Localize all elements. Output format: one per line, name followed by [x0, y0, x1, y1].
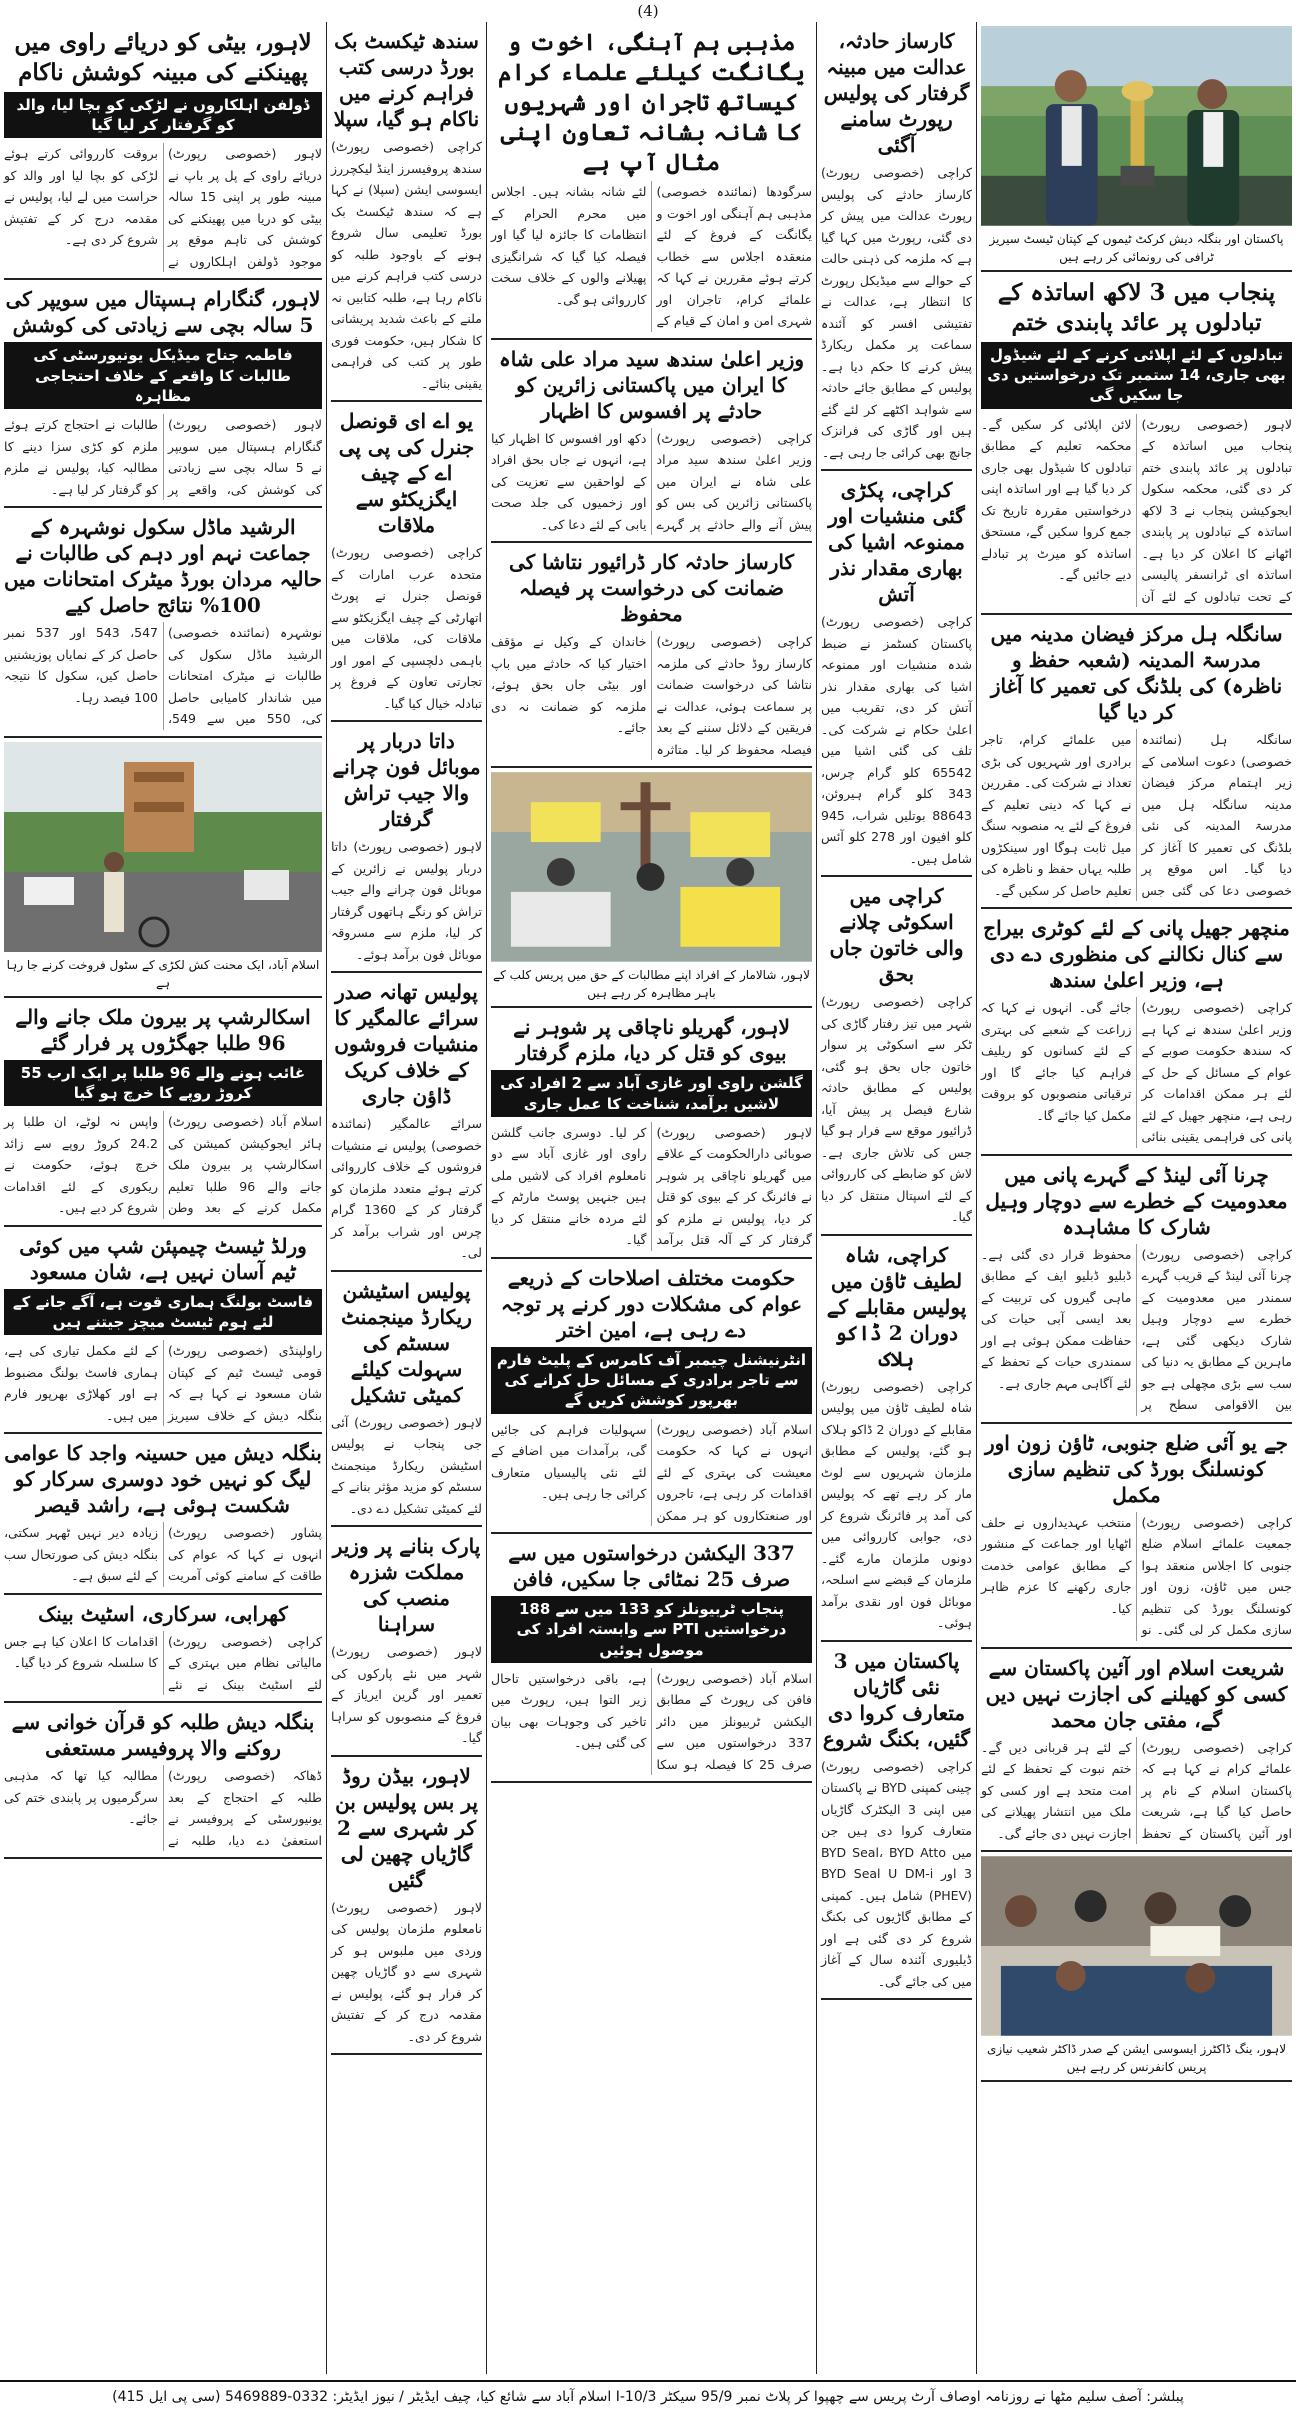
article-body: کراچی (خصوصی رپورٹ) مالیاتی نظام میں بہتری کے لئے اسٹیٹ بینک نے نئے اقدامات کا اعلان کیا ہے جس کا سلسلہ شروع کر دیا گیا۔ — [4, 1633, 322, 1692]
story-police-encounter — [821, 1236, 972, 1642]
article-body: لاہور (خصوصی رپورٹ) آئی جی پنجاب نے پولیس اسٹیشن ریکارڈ مینجمنٹ سسٹم کو مزید مؤثر بنانے کے لئے کمیٹی تشکیل دے دی۔ — [331, 1414, 482, 1516]
article-body: کراچی (خصوصی رپورٹ) پاکستان کسٹمز نے ضبط شدہ منشیات اور ممنوعہ اشیا کی بھاری مقدار نذر آتش کر دی، تقریب میں اعلیٰ حکام نے شرکت کی۔ تلف کی گئی اشیا میں 65542 کلو گرام چرس، 343 کلو گرام ہیروئن، 88643 بوتلیں شراب، 945 کلو افیون اور 278 کلو آئس شامل ہیں۔ — [821, 614, 972, 866]
subheadline: ڈولفن اہلکاروں نے لڑکی کو بچا لیا، والد کو گرفتار کر لیا گیا — [4, 92, 322, 139]
story-karsaz-police-report — [821, 22, 972, 471]
article-body: لاہور (خصوصی رپورٹ) گنگارام ہسپتال میں سویپر نے 5 سالہ بچی سے زیادتی کی کوشش کی، واقعے پر طالبات نے احتجاج کرتے ہوئے ملزم کو کڑی سزا دینے کا مطالبہ کیا، پولیس نے ملزم کو گرفتار کر لیا ہے۔ — [4, 417, 322, 497]
story-data-darbar-thief — [331, 722, 482, 973]
page-number: (4) — [637, 2, 659, 20]
headline: منچھر جھیل پانی کے لئے کوٹری بیراج سے کنال نکالنے کی منظوری دے دی ہے، وزیر اعلیٰ سندھ — [983, 916, 1290, 993]
headline: الرشید ماڈل سکول نوشہرہ کے جماعت نہم اور دہم کی طالبات نے حالیہ مردان بورڈ میٹرک امتحانات میں 100% نتائج حاصل کیے — [4, 515, 322, 618]
story-sarai-alamgir — [331, 973, 482, 1272]
publisher-imprint: پبلشر: آصف سلیم مٹھا نے روزنامہ اوصاف آرٹ پریس سے چھپوا کر پلاٹ نمبر 95/9 سیکٹر 10/3-I اسلام آباد سے شائع کیا، چیف ایڈیٹر / نیوز ایڈیٹر: 0332-5469889 (سی پی ایل 415) — [0, 2380, 1296, 2414]
subheadline: فاسٹ بولنگ ہماری قوت ہے، آگے جانے کے لئے ہوم ٹیسٹ میچز جیتنے ہیں — [4, 1289, 322, 1336]
headline: کراچی، پکڑی گئی منشیات اور ممنوعہ اشیا کی بھاری مقدار نذر آتش — [828, 478, 965, 606]
article-body: لاہور (خصوصی رپورٹ) شہر میں نئے پارکوں کی تعمیر اور گرین ایریاز کے فروغ کے منصوبوں کو سراہا گیا۔ — [331, 1644, 482, 1745]
headline: لاہور، بیڈن روڈ پر بس پولیس بن کر شہری سے 2 گاڑیاں چھین لی گئیں — [335, 1763, 478, 1892]
headline: سانگلہ ہل مرکز فیضان مدینہ میں مدرسۃ المدینہ (شعبہ حفظ و ناظرہ) کی بلڈنگ کی تعمیر کا آغاز کر دیا گیا — [990, 622, 1283, 725]
headline: لاہور، گنگارام ہسپتال میں سویپر کی 5 سالہ بچی سے زیادتی کی کوشش — [5, 287, 321, 338]
headline: یو اے ای قونصل جنرل کی پی پی اے کے چیف ایگزیکٹو سے ملاقات — [338, 409, 475, 537]
story-state-bank — [4, 1595, 322, 1704]
story-byd-cars — [821, 1642, 972, 2001]
article-body: لاہور (خصوصی رپورٹ) پنجاب میں اساتذہ کے تبادلوں پر عائد پابندی ختم کر دی گئی، محکمہ سکول ایجوکیشن پنجاب نے 3 لاکھ اساتذہ کے تبادلوں پر پابندی اٹھانے کا اعلان کر دیا ہے۔ اساتذہ ای ٹرانسفر پالیسی کے تحت تبادلوں کے لئے آن لائن اپلائی کر سکیں گے۔ محکمہ تعلیم کے مطابق تبادلوں کا شیڈول بھی جاری کر دیا گیا ہے اور اساتذہ اپنی درخواستیں مقررہ تاریخ تک جمع کروا سکیں گے، مستحق اساتذہ کو میرٹ پر تبادلے دیے جائیں گے۔ — [981, 416, 1292, 604]
article-body: لاہور (خصوصی رپورٹ) نامعلوم ملزمان پولیس کی وردی میں ملبوس ہو کر شہری سے دو گاڑیاں چھین کر فرار ہو گئے، پولیس نے مقدمہ درج کر کے تفتیش شروع کر دی۔ — [331, 1899, 482, 2044]
headline: حکومت مختلف اصلاحات کے ذریعے عوام کی مشکلات دور کرنے پر توجہ دے رہی ہے، امین اختر — [500, 1265, 803, 1342]
article-body: کراچی (خصوصی رپورٹ) کارساز حادثے کی پولیس رپورٹ عدالت میں پیش کر دی گئی، رپورٹ میں کہا گیا ہے کہ ملزمہ کی ذہنی حالت کے حوالے سے میڈیکل رپورٹ کا انتظار ہے، عدالت نے تفتیشی افسر کو آئندہ سماعت پر مکمل ریکارڈ پیش کرنے کا حکم دیا ہے۔ پولیس کے مطابق جائے حادثہ سے شواہد اکٹھے کر لئے گئے ہیں اور گاڑی کی فرانزک جانچ بھی کرائی جا رہی ہے۔ — [821, 165, 972, 460]
article-body: لاہور (خصوصی رپورٹ) داتا دربار پولیس نے زائرین کے موبائل فون چرانے والے جیب تراش کو رنگے ہاتھوں گرفتار کر لیا، ملزم سے مسروقہ موبائل فون برآمد ہوئے۔ — [331, 839, 482, 962]
article-body: کراچی (خصوصی رپورٹ) شہر میں تیز رفتار گاڑی کی ٹکر سے اسکوٹی پر سوار خاتون جاں بحق ہو گئی، پولیس کے مطابق حادثہ شارع فیصل پر پیش آیا، ڈرائیور موقع سے فرار ہو گیا جس کی تلاش جاری ہے۔ لاش کو ضابطے کی کارروائی کے لئے اسپتال منتقل کر دیا گیا۔ — [821, 994, 972, 1224]
article-body: کراچی (خصوصی رپورٹ) علمائے کرام نے کہا ہے کہ پاکستان اسلام کے نام پر حاصل کیا گیا ہے، شریعت اور آئین پاکستان کے تحفظ کے لئے ہر قربانی دیں گے۔ ختم نبوت کے تحفظ کے لئے امت متحد ہے اور کسی کو ملک میں انتشار پھیلانے کی اجازت نہیں دی جائے گی۔ — [981, 1739, 1292, 1841]
subheadline: گلشن راوی اور غازی آباد سے 2 افراد کی لاشیں برآمد، شناخت کا عمل جاری — [491, 1070, 812, 1117]
article-body: راولپنڈی (خصوصی رپورٹ) قومی ٹیسٹ ٹیم کے کپتان شان مسعود نے کہا ہے کہ بنگلہ دیش کے خلاف سیریز کے لئے مکمل تیاری کی ہے، ہماری فاسٹ بولنگ مضبوط ہے اور کھلاڑی بھرپور فارم میں ہیں۔ — [4, 1343, 322, 1423]
story-park — [331, 1527, 482, 1757]
story-police-records — [331, 1272, 482, 1528]
article-body: کراچی (خصوصی رپورٹ) شاہ لطیف ٹاؤن میں پولیس مقابلے کے دوران 2 ڈاکو ہلاک ہو گئے، پولیس کے مطابق ملزمان شہریوں سے لوٹ مار کر رہے تھے کہ پولیس کی آمد پر فائرنگ شروع کر دی، جوابی کارروائی میں دونوں ملزمان مارے گئے۔ ملزمان کے قبضے سے اسلحہ، موبائل فون اور نقدی برآمد ہوئی۔ — [821, 1378, 972, 1630]
headline: چرنا آئی لینڈ کے گہرے پانی میں معدومیت کے خطرے سے دوچار وہیل شارک کا مشاہدہ — [985, 1162, 1288, 1239]
headline: پنجاب میں 3 لاکھ اساتذہ کے تبادلوں پر عائد پابندی ختم — [997, 279, 1276, 336]
article-body: سانگلہ ہل (نمائندہ خصوصی) دعوت اسلامی کے زیر اہتمام مرکز فیضان مدینہ سانگلہ ہل میں مدرسۃ المدینہ کی نئی بلڈنگ کی تعمیر کا آغاز کر دیا گیا۔ اس موقع پر خصوصی دعا کی گئی جس میں علمائے کرام، تاجر برادری اور شہریوں کی بڑی تعداد نے شرکت کی۔ مقررین نے کہا کہ دینی تعلیم کے فروغ کے لئے یہ منصوبہ سنگ میل ثابت ہوگا اور سینکڑوں طلبہ یہاں حفظ و ناظرہ کی تعلیم حاصل کر سکیں گے۔ — [981, 732, 1292, 898]
headline: کراچی، شاہ لطیف ٹاؤن میں پولیس مقابلے کے دوران 2 ڈاکو ہلاک — [826, 1242, 967, 1371]
subheadline: فاطمہ جناح میڈیکل یونیورسٹی کی طالبات کا واقعے کے خلاف احتجاجی مظاہرہ — [4, 342, 322, 409]
story-bangladesh-professor — [4, 1703, 322, 1859]
story-drugs-burnt — [821, 471, 972, 877]
subheadline: انٹرنیشنل چیمبر آف کامرس کے پلیٹ فارم سے تاجر برادری کے مسائل حل کرانے کی بھرپور کوشش کریں گے — [491, 1347, 812, 1414]
article-body: کراچی (خصوصی رپورٹ) کارساز روڈ حادثے کی ملزمہ نتاشا کی درخواست ضمانت پر سماعت ہوئی، عدالت نے فریقین کے دلائل سننے کے بعد فیصلہ محفوظ کر لیا۔ متاثرہ خاندان کے وکیل نے مؤقف اختیار کیا کہ حادثے میں باپ اور بیٹی جاں بحق ہوئے، ملزمہ کو ضمانت نہ دی جائے۔ — [491, 634, 812, 757]
headline: سندھ ٹیکسٹ بک بورڈ درسی کتب فراہم کرنے میں ناکام ہو گیا، سپلا — [333, 29, 480, 131]
headline: پولیس تھانہ صدر سرائے عالمگیر کا منشیات فروشوں کے خلاف کریک ڈاؤن جاری — [334, 980, 479, 1108]
story-gangaram-hospital — [4, 280, 322, 508]
column-3 — [486, 22, 816, 2374]
protest-photo — [491, 772, 812, 962]
story-karsaz-bail — [491, 543, 812, 768]
article-body: کراچی (خصوصی رپورٹ) سندھ پروفیسرز اینڈ لیکچررز ایسوسی ایشن (سپلا) نے کہا ہے کہ سندھ ٹیکسٹ بک بورڈ تعلیمی سال شروع ہونے کے باوجود طلبہ کو درسی کتب فراہم کرنے میں ناکام رہا ہے، طلبہ کتابیں نہ ملنے کے باعث شدید پریشانی کا شکار ہیں، حکومت فوری طور پر کتب کی فراہمی یقینی بنائے۔ — [331, 139, 482, 391]
story-teacher-transfers — [981, 272, 1292, 615]
story-shan-masood — [4, 1227, 322, 1435]
subheadline: تبادلوں کے لئے اپلائی کرنے کے لئے شیڈول بھی جاری، 14 ستمبر تک درخواستیں دی جا سکیں گی — [981, 342, 1292, 409]
headline: بنگلہ دیش طلبہ کو قرآن خوانی سے روکنے والا پروفیسر مستعفی — [11, 1710, 315, 1761]
story-domestic-murder — [491, 1008, 812, 1259]
headline: لاہور، گھریلو ناچاقی پر شوہر نے بیوی کو قتل کر دیا، ملزم گرفتار — [513, 1015, 790, 1066]
column-5 — [0, 22, 326, 2374]
headline: لاہور، بیٹی کو دریائے راوی میں پھینکنے کی مبینہ کوشش ناکام — [14, 29, 312, 86]
article-body: کراچی (خصوصی رپورٹ) وزیر اعلیٰ سندھ نے کہا ہے کہ سندھ حکومت صوبے کے عوام کے مسائل کے حل کے لئے ہر ممکن اقدامات کر رہی ہے، منچھر جھیل کے لئے پانی کی فراہمی یقینی بنائی جائے گی۔ انہوں نے کہا کہ زراعت کے شعبے کی بہتری کے لئے کسانوں کو ریلیف فراہم کیا جائے گا اور ترقیاتی منصوبوں کو بروقت مکمل کیا جائے گا۔ — [981, 1000, 1292, 1145]
article-body: پشاور (خصوصی رپورٹ) انہوں نے کہا کہ عوام کی طاقت کے سامنے کوئی آمریت زیادہ دیر نہیں ٹھہر سکتی، بنگلہ دیش کی صورتحال سب کے لئے سبق ہے۔ — [4, 1525, 322, 1584]
story-religious-harmony — [491, 22, 812, 340]
story-sindh-cm-manchhar — [981, 909, 1292, 1156]
headline: پارک بنانے پر وزیر مملکت شزرہ منصب کی سراہنا — [332, 1534, 481, 1636]
article-body: نوشہرہ (نمائندہ خصوصی) الرشید ماڈل سکول کی طالبات نے میٹرک امتحانات میں شاندار کامیابی حاصل کی، 550 میں سے 549، 547، 543 اور 537 نمبر حاصل کر کے نمایاں پوزیشنیں حاصل کیں، سکول کا نتیجہ 100 فیصد رہا۔ — [4, 625, 322, 727]
headline: اسکالرشپ پر بیرون ملک جانے والے 96 طلبا جھگڑوں پر فرار گئے — [15, 1004, 311, 1055]
story-al-rasheed-school — [4, 508, 322, 738]
headline: پاکستان میں 3 نئی گاڑیاں متعارف کروا دی گئیں، بکنگ شروع — [822, 1648, 971, 1751]
subheadline: غائب ہونے والے 96 طلبا پر ایک ارب 55 کروڑ روپے کا خرچ ہو گیا — [4, 1060, 322, 1107]
subheadline: پنجاب ٹربیونلز کو 133 میں سے 188 درخواستیں PTI سے وابستہ افراد کی موصول ہوئیں — [491, 1596, 812, 1663]
headline: بنگلہ دیش میں حسینہ واجد کا عوامی لیگ کو نہیں خود دوسری سرکار کو شکست ہوئی ہے، راشد قیصر — [4, 1441, 322, 1518]
headline: شریعت اسلام اور آئین پاکستان سے کسی کو کھیلنے کی اجازت نہیں دیں گے، مفتی جان محمد — [985, 1655, 1288, 1732]
headline: ورلڈ ٹیسٹ چیمپئن شپ میں کوئی ٹیم آسان نہیں ہے، شان مسعود — [19, 1233, 307, 1284]
article-body: اسلام آباد (خصوصی رپورٹ) ہائر ایجوکیشن کمیشن کی اسکالرشپ پر بیرون ملک جانے والے 96 طلبا تعلیم مکمل کرنے کے بعد وطن واپس نہ لوٹے، ان طلبا پر 24.2 کروڑ روپے سے زائد خرچ ہوئے، حکومت نے ریکوری کے لئے اقدامات شروع کر دیے ہیں۔ — [4, 1114, 322, 1216]
article-body: کراچی (خصوصی رپورٹ) چرنا آئی لینڈ کے قریب گہرے سمندر میں معدومیت کے خطرے سے دوچار وہیل شارک دیکھی گئی ہے، ماہرین کے مطابق یہ دنیا کی سب سے بڑی مچھلی ہے جو بین الاقوامی سطح پر محفوظ قرار دی گئی ہے۔ ڈبلیو ڈبلیو ایف کے مطابق ماہی گیروں کی تربیت کے بعد ایسی آبی حیات کی حفاظت ممکن ہوئی ہے اور سمندری حیات کے تحفظ کے لئے آگاہی مہم جاری ہے۔ — [981, 1246, 1292, 1413]
article-body: کراچی (خصوصی رپورٹ) جمعیت علمائے اسلام ضلع جنوبی کا اجلاس منعقد ہوا جس میں ٹاؤن، زون اور کونسلنگ بورڈ کی تنظیم سازی مکمل کر لی گئی۔ نو منتخب عہدیداروں نے حلف اٹھایا اور جماعت کے منشور کے مطابق عوامی خدمت جاری رکھنے کا عزم ظاہر کیا۔ — [981, 1514, 1292, 1638]
article-body: لاہور (خصوصی رپورٹ) دریائے راوی کے پل پر باپ نے مبینہ طور پر اپنی 15 سالہ بیٹی کو دریا میں پھینکنے کی کوشش کی تاہم موقع پر موجود ڈولفن اہلکاروں نے بروقت کارروائی کرتے ہوئے لڑکی کو بچا لیا اور والد کو حراست میں لے لیا، پولیس نے مقدمہ درج کر کے تفتیش شروع کر دی ہے۔ — [4, 146, 322, 269]
story-jui-organization — [981, 1424, 1292, 1649]
photo-caption: لاہور، شالامار کے افراد اپنے مطالبات کے حق میں پریس کلب کے باہر مظاہرہ کر رہے ہیں — [491, 962, 812, 1008]
headline: 337 الیکشن درخواستوں میں سے صرف 25 نمٹائی جا سکیں، فافن — [508, 1541, 795, 1592]
cricket-captains-photo — [981, 26, 1292, 226]
headline: جے یو آئی ضلع جنوبی، ٹاؤن زون اور کونسلنگ بورڈ کی تنظیم سازی مکمل — [984, 1430, 1289, 1507]
column-4 — [326, 22, 486, 2374]
article-body: اسلام آباد (خصوصی رپورٹ) فافن کی رپورٹ کے مطابق الیکشن ٹربیونلز میں دائر 337 درخواستوں میں سے صرف 25 کا فیصلہ ہو سکا ہے، باقی درخواستیں تاحال زیر التوا ہیں، رپورٹ میں تاخیر کی وجوہات بھی بیان کی گئی ہیں۔ — [491, 1670, 812, 1772]
headline: کھرابی، سرکاری، اسٹیٹ بینک — [38, 1601, 288, 1626]
labourer-photo — [4, 742, 322, 952]
article-body: کراچی (خصوصی رپورٹ) چینی کمپنی BYD نے پاکستان میں اپنی 3 الیکٹرک گاڑیاں متعارف کروا دی ہیں جن میں BYD Seal، BYD Atto 3 اور BYD Seal U DM-i (PHEV) شامل ہیں۔ کمپنی کے مطابق گاڑیوں کی بکنگ شروع کر دی گئی ہے اور ڈیلیوری آئندہ سال کے آغاز میں کی جائے گی۔ — [821, 1758, 972, 1989]
story-ravi-river — [4, 22, 322, 280]
column-2 — [816, 22, 976, 2374]
story-scooty-woman — [821, 877, 972, 1236]
article-body: اسلام آباد (خصوصی رپورٹ) انہوں نے کہا کہ حکومت معیشت کی بہتری کے لئے اقدامات کر رہی ہے، تاجروں اور صنعتکاروں کو ہر ممکن سہولیات فراہم کی جائیں گی، برآمدات میں اضافے کے لئے نئی پالیسیاں متعارف کرائی جا رہی ہیں۔ — [491, 1421, 812, 1523]
column-1 — [976, 22, 1296, 2374]
story-whale-shark — [981, 1156, 1292, 1424]
story-iran-pilgrims — [491, 340, 812, 544]
article-body: کراچی (خصوصی رپورٹ) متحدہ عرب امارات کے قونصل جنرل نے پورٹ اتھارٹی کے چیف ایگزیکٹو سے ملاقات کی، ملاقات میں باہمی دلچسپی کے امور اور تجارتی تعاون کے فروغ پر تبادلہ خیال کیا گیا۔ — [331, 545, 482, 711]
photo-caption: اسلام آباد، ایک محنت کش لکڑی کے سٹول فروخت کرنے جا رہا ہے — [4, 952, 322, 998]
story-sangla-hill-madrasa — [981, 615, 1292, 909]
headline: پولیس اسٹیشن ریکارڈ مینجمنٹ سسٹم کی سہولت کیلئے کمیٹی تشکیل — [341, 1278, 472, 1407]
headline: مذہبی ہم آہنگی، اخوت و یگانگت کیلئے علماء کرام کیساتھ تاجران اور شہریوں کا شانہ بشانہ تعاون اپنی مثال آپ ہے — [497, 29, 806, 176]
article-body: ڈھاکہ (خصوصی رپورٹ) طلبہ کے احتجاج کے بعد یونیورسٹی کے پروفیسر نے استعفیٰ دے دیا، طلبہ نے مطالبہ کیا تھا کہ مذہبی سرگرمیوں پر پابندی ختم کی جائے۔ — [4, 1768, 322, 1848]
story-fake-police — [331, 1757, 482, 2056]
article-body: سرائے عالمگیر (نمائندہ خصوصی) پولیس نے منشیات فروشوں کے خلاف کارروائی کرتے ہوئے متعدد ملزمان کو گرفتار کر کے 1360 گرام چرس اور شراب برآمد کر لی۔ — [331, 1116, 482, 1260]
article-body: سرگودھا (نمائندہ خصوصی) مذہبی ہم آہنگی اور اخوت و یگانگت کے فروغ کے لئے منعقدہ اجلاس سے خطاب کرتے ہوئے مقررین نے کہا کہ علمائے کرام، تاجران اور شہری امن و امان کے قیام کے لئے شانہ بشانہ ہیں۔ اجلاس میں محرم الحرام کے انتظامات کا جائزہ لیا گیا اور فیصلہ کیا گیا کہ شرانگیزی پھیلانے والوں کے خلاف سخت کارروائی ہو گی۔ — [491, 184, 812, 329]
story-mufti-jan-muhammad — [981, 1649, 1292, 1853]
story-fafen — [491, 1534, 812, 1783]
headline: کارساز حادثہ کار ڈرائیور نتاشا کی ضمانت کی درخواست پر فیصلہ محفوظ — [509, 550, 794, 627]
photo-caption-2: لاہور، ینگ ڈاکٹرز ایسوسی ایشن کے صدر ڈاکٹر شعیب نیازی پریس کانفرنس کر رہے ہیں — [981, 2036, 1292, 2082]
photo-caption: پاکستان اور بنگلہ دیش کرکٹ ٹیموں کے کپتان ٹیسٹ سیریز ٹرافی کی رونمائی کر رہے ہیں — [981, 226, 1292, 272]
headline: کراچی میں اسکوٹی چلانے والی خاتون جاں بحق — [829, 884, 964, 986]
article-body: لاہور (خصوصی رپورٹ) صوبائی دارالحکومت کے علاقے میں گھریلو ناچاقی پر شوہر نے فائرنگ کر کے بیوی کو قتل کر دیا، پولیس نے ملزم کو گرفتار کر کے آلہ قتل برآمد کر لیا۔ دوسری جانب گلشن راوی اور غازی آباد سے دو نامعلوم افراد کی لاشیں ملی ہیں جنہیں پوسٹ مارٹم کے لئے مردہ خانے منتقل کر دیا گیا۔ — [491, 1124, 812, 1248]
story-amin-akhtar — [491, 1259, 812, 1534]
headline: کارساز حادثہ، عدالت میں مبینہ گرفتار کی پولیس رپورٹ سامنے آگئی — [823, 29, 970, 157]
headline: داتا دربار پر موبائل فون چرانے والا جیب تراش گرفتار — [332, 729, 481, 831]
story-uae-consul — [331, 402, 482, 722]
story-scholarship-students — [4, 998, 322, 1227]
story-bangladesh-politics — [4, 1434, 322, 1595]
article-body: کراچی (خصوصی رپورٹ) وزیر اعلیٰ سندھ سید مراد علی شاہ نے ایران میں پاکستانی زائرین کی بس کو پیش آنے والے حادثے پر گہرے دکھ اور افسوس کا اظہار کیا ہے، انہوں نے جاں بحق افراد کے لواحقین سے تعزیت کی اور زخمیوں کی جلد صحت یابی کے لئے دعا کی۔ — [491, 430, 812, 532]
story-textbook-board — [331, 22, 482, 402]
headline: وزیر اعلیٰ سندھ سید مراد علی شاہ کا ایران میں پاکستانی زائرین کو حادثے پر افسوس کا اظہار — [498, 346, 805, 423]
doctors-press-conference-photo — [981, 1856, 1292, 2036]
